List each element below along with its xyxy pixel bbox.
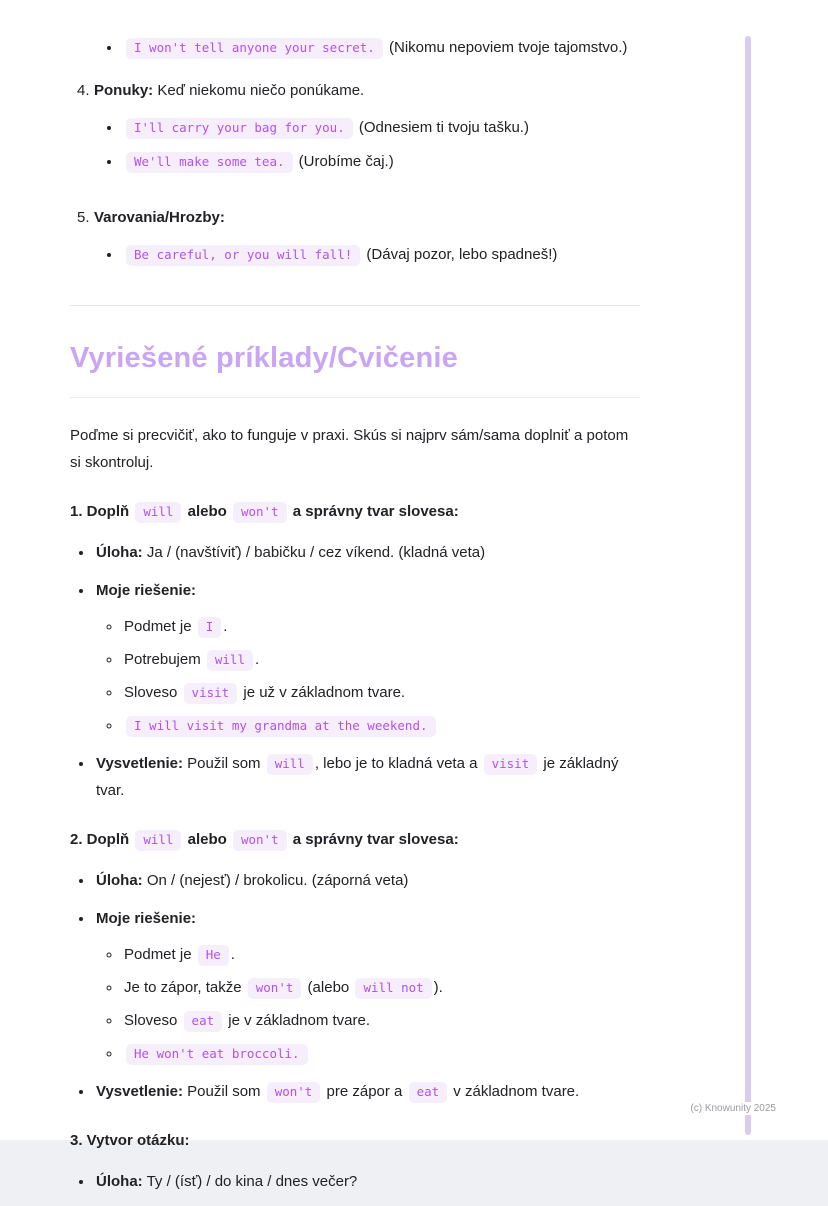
solution-step bbox=[122, 679, 640, 706]
exercise-solution bbox=[94, 905, 640, 1067]
text-run: v základnom tvare. bbox=[449, 1083, 580, 1101]
bold-text: Vysvetlenie: bbox=[96, 755, 183, 773]
inline-code: I won't tell anyone your secret. bbox=[126, 38, 383, 59]
section-intro: Poďme si precvičiť, ako to funguje v praxi. Skús si najprv sám/sama doplniť a potom si skontroluj. bbox=[70, 427, 629, 472]
copyright: (c) Knowunity 2025 bbox=[690, 1103, 776, 1114]
inline-code: will bbox=[135, 830, 181, 851]
bold-text: Vysvetlenie: bbox=[96, 1083, 183, 1101]
inline-code: I'll carry your bag for you. bbox=[126, 118, 353, 139]
inline-code: will bbox=[135, 502, 181, 523]
example-list-continued bbox=[70, 34, 640, 61]
inline-code: won't bbox=[233, 830, 287, 851]
inline-code: won't bbox=[248, 978, 302, 999]
text-run: Keď niekomu niečo ponúkame. bbox=[153, 82, 365, 99]
inline-code: will bbox=[267, 754, 313, 775]
bold-text: Úloha: bbox=[96, 872, 143, 890]
bold-text: Ponuky: bbox=[94, 82, 154, 99]
exercise-2-body bbox=[70, 867, 640, 1105]
bold-text: 2. Doplň bbox=[70, 831, 134, 849]
inline-code: He bbox=[198, 945, 229, 966]
usage-item-body bbox=[94, 77, 640, 182]
exercise-1-title bbox=[70, 498, 640, 525]
text-run: Podmet je bbox=[124, 946, 196, 964]
exercise-explanation bbox=[94, 1078, 640, 1105]
solution-step bbox=[122, 974, 640, 1001]
text-run: , lebo je to kladná veta a bbox=[314, 755, 482, 773]
solution-label bbox=[96, 905, 640, 932]
text-run: Sloveso bbox=[124, 1012, 182, 1030]
bold-text: a správny tvar slovesa: bbox=[288, 831, 459, 849]
solution-label bbox=[96, 577, 640, 604]
bold-text: alebo bbox=[183, 503, 231, 521]
bold-text: Úloha: bbox=[96, 544, 143, 562]
text-run: ). bbox=[433, 979, 443, 997]
example-list bbox=[94, 114, 640, 175]
text-run: (Dávaj pozor, lebo spadneš!) bbox=[362, 246, 558, 263]
list-number: 4. bbox=[77, 82, 90, 99]
usage-item-ponuky bbox=[77, 77, 640, 182]
inline-code: I will visit my grandma at the weekend. bbox=[126, 716, 436, 737]
exercise-1-body bbox=[70, 539, 640, 804]
inline-code: I bbox=[198, 617, 222, 638]
example-item bbox=[122, 34, 640, 61]
inline-code: visit bbox=[484, 754, 538, 775]
text-run: Je to zápor, takže bbox=[124, 979, 246, 997]
inline-code: will not bbox=[355, 978, 431, 999]
inline-code: We'll make some tea. bbox=[126, 152, 293, 173]
solution-steps bbox=[96, 613, 640, 739]
bold-text: Úloha: bbox=[96, 1173, 143, 1191]
solution-step bbox=[122, 1040, 640, 1067]
bold-text: a správny tvar slovesa: bbox=[288, 503, 459, 521]
text-run: Použil som bbox=[183, 755, 265, 773]
bold-text: Moje riešenie: bbox=[96, 582, 197, 600]
text-run: je základný tvar. bbox=[96, 755, 619, 800]
text-run: (alebo bbox=[303, 979, 354, 997]
usage-item-header bbox=[94, 77, 640, 104]
bold-text: Moje riešenie: bbox=[96, 910, 197, 928]
text-run: pre zápor a bbox=[322, 1083, 407, 1101]
exercise-task bbox=[94, 539, 640, 566]
text-run: On / (nejesť) / brokolicu. (záporná veta) bbox=[142, 872, 409, 890]
exercise-solution bbox=[94, 577, 640, 739]
bold-text: alebo bbox=[183, 831, 231, 849]
text-run: (Urobíme čaj.) bbox=[294, 153, 394, 170]
solution-step bbox=[122, 712, 640, 739]
inline-code: eat bbox=[184, 1011, 223, 1032]
document-content bbox=[70, 0, 640, 1206]
bold-text: 1. Doplň bbox=[70, 503, 134, 521]
example-list bbox=[94, 241, 640, 268]
text-run: Ty / (ísť) / do kina / dnes večer? bbox=[142, 1173, 358, 1191]
inline-code: won't bbox=[267, 1082, 321, 1103]
usage-item-varovania bbox=[77, 204, 640, 275]
exercise-task bbox=[94, 1168, 640, 1195]
usage-item-header bbox=[94, 204, 640, 231]
exercise-3-body bbox=[70, 1168, 640, 1195]
exercise-2-title bbox=[70, 826, 640, 853]
exercise-3-title bbox=[70, 1127, 640, 1154]
example-item bbox=[122, 241, 640, 268]
text-run: (Nikomu nepoviem tvoje tajomstvo.) bbox=[384, 39, 628, 56]
text-run: je v základnom tvare. bbox=[224, 1012, 371, 1030]
inline-code: Be careful, or you will fall! bbox=[126, 245, 360, 266]
inline-code: He won't eat broccoli. bbox=[126, 1044, 308, 1065]
inline-code: won't bbox=[233, 502, 287, 523]
exercise-task bbox=[94, 867, 640, 894]
solution-step bbox=[122, 613, 640, 640]
text-run: Potrebujem bbox=[124, 651, 205, 669]
text-run: Podmet je bbox=[124, 618, 196, 636]
inline-code: will bbox=[207, 650, 253, 671]
text-run: . bbox=[223, 618, 228, 636]
text-run: . bbox=[230, 946, 235, 964]
list-number: 5. bbox=[77, 209, 90, 226]
text-run: Ja / (navštíviť) / babičku / cez víkend. (kladná veta) bbox=[142, 544, 486, 562]
text-run: . bbox=[254, 651, 260, 669]
section-heading: Vyriešené príklady/Cvičenie bbox=[70, 332, 640, 398]
inline-code: visit bbox=[184, 683, 238, 704]
text-run: Použil som bbox=[183, 1083, 265, 1101]
usage-item-body bbox=[94, 204, 640, 275]
text-run: Sloveso bbox=[124, 684, 182, 702]
solution-steps bbox=[96, 941, 640, 1067]
section-divider bbox=[70, 305, 640, 306]
exercise-explanation bbox=[94, 750, 640, 804]
bold-text: 3. Vytvor otázku: bbox=[70, 1132, 190, 1150]
text-run: (Odnesiem ti tvoju tašku.) bbox=[354, 119, 529, 136]
solution-step bbox=[122, 1007, 640, 1034]
inline-code: eat bbox=[409, 1082, 448, 1103]
example-item bbox=[122, 148, 640, 175]
bold-text: Varovania/Hrozby: bbox=[94, 209, 225, 226]
solution-step bbox=[122, 646, 640, 673]
scrollbar[interactable] bbox=[745, 36, 751, 1135]
solution-step bbox=[122, 941, 640, 968]
text-run: je už v základnom tvare. bbox=[239, 684, 406, 702]
example-item bbox=[122, 114, 640, 141]
